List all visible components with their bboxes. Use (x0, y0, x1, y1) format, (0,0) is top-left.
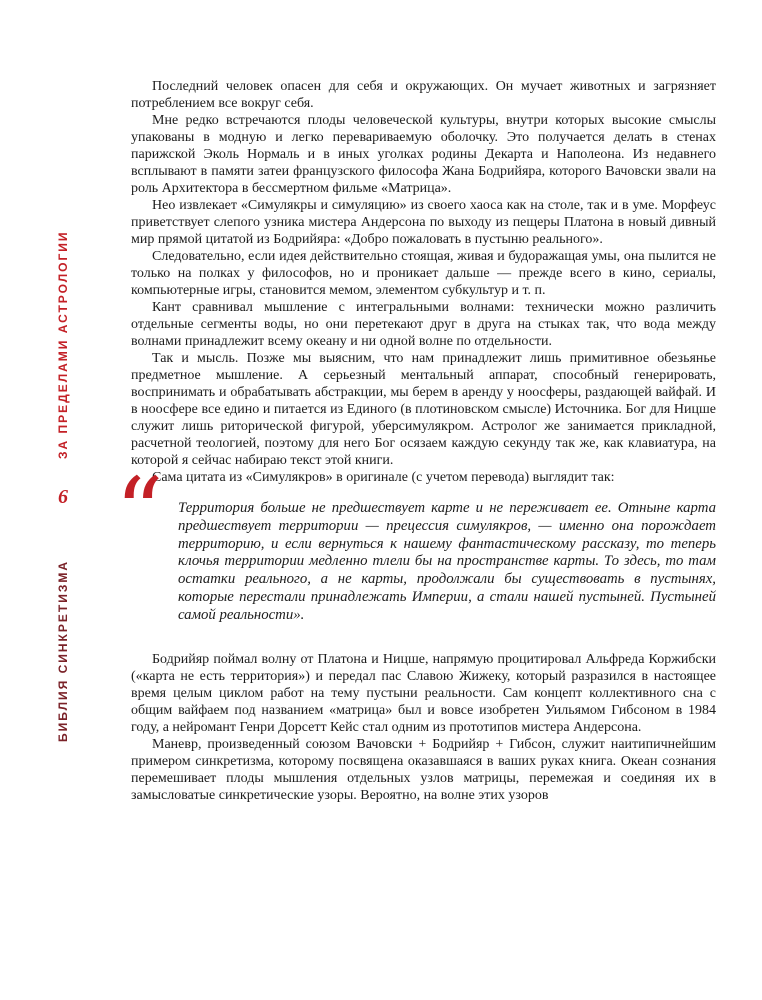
quote-mark-icon: “ (115, 458, 164, 568)
paragraph: Следовательно, если идея действительно стоящая, живая и будоражащая умы, она пылится не только на полках у философов, но и проникает дальше — прежде всего в кино, сериалы, компьютерные игры, становится мемом, элементом субкультур и т. п. (131, 249, 716, 298)
chapter-title-vertical: ЗА ПРЕДЕЛАМИ АСТРОЛОГИИ (56, 230, 70, 460)
paragraph: Бодрийяр поймал волну от Платона и Ницше, напрямую процитировал Альфреда Коржибски («карта не есть территория») и передал пас Славою Жижеку, который разразился в настоящее время целым циклом работ на тему пустыни реальности. Сам концепт коллективного сна с общим вайфаем под названием «матрица» был и вовсе изобретен Уильямом Гибсоном в 1984 году, а нейромант Генри Дорсетт Кейс стал одним из прототипов мистера Андерсона. (131, 651, 716, 735)
paragraph: Мне редко встречаются плоды человеческой культуры, внутри которых высокие смыслы упакованы в модную и легко перевариваемую оболочку. Это получается делать в стенах парижской Эколь Нормаль и в иных уголках родины Декарта и Наполеона. Из недавнего всплывают в памяти затеи французского философа Жана Бодрийяра, которого Вачовски звали на роль Архитектора в бессмертном фильме «Матрица». (131, 113, 716, 196)
paragraph: Кант сравнивал мышление с интегральными волнами: технически можно различить отдельные сегменты воды, но они перетекают друг в друга на стыках так, что вода между волнами принадлежит всему океану и ни одной волне по отдельности. (131, 300, 716, 349)
paragraph: Последний человек опасен для себя и окружающих. Он мучает животных и загрязняет потреблением все вокруг себя. (131, 79, 716, 111)
quote-text: Территория больше не предшествует карте и не переживает ее. Отныне карта предшествует территории — прецессия симулякров, — именно она порождает территорию, и если вернуться к нашему фантастическому рассказу, то теперь клочья территории медленно тлели бы на пространстве карты. То здесь, то там остатки реального, а не карты, продолжали бы существовать в пустынях, которые перестали принадлежать Империи, а стали нашей пустыней. Пустыней самой реальности». (178, 500, 716, 623)
paragraph: Нео извлекает «Симулякры и симуляцию» из своего хаоса как на столе, так и в уме. Морфеус приветствует слепого узника мистера Андерсона по выходу из пещеры Платона в новый дивный мир прямой цитатой из Бодрийяра: «Добро пожаловать в пустыню реального». (131, 198, 716, 247)
page-number: 6 (58, 486, 68, 508)
page-content (115, 78, 716, 804)
paragraph: Так и мысль. Позже мы выясним, что нам принадлежит лишь примитивное обезьянье предметное мышление. А серьезный ментальный аппарат, способный генерировать, воспринимать и обрабатывать абстракции, мы берем в аренду у ноосферы, раздающей вайфай. И в ноосфере все едино и питается из Единого (в плотиновском смысле) Источника. Бог для Ницше служит лишь риторической фигурой, уберсимулякром. Астролог же занимается прикладной, расчетной теологией, поэтому для него Бог осязаем каждую секунду так же, как клавиатура, на которой я сейчас набираю текст этой книги. (131, 351, 716, 468)
paragraph: Сама цитата из «Симулякров» в оригинале (с учетом перевода) выглядит так: (152, 470, 615, 485)
paragraph: Маневр, произведенный союзом Вачовски + Бодрийяр + Гибсон, служит наитипичнейшим примером синкретизма, которому посвящена оказавшаяся в ваших руках книга. Океан сознания перемешивает плоды мышления отдельных узлов матрицы, перемежая и соединяя их в замысловатые синкретические узоры. Вероятно, на волне этих узоров (131, 736, 716, 803)
book-title-vertical: БИБЛИЯ СИНКРЕТИЗМА (56, 560, 70, 743)
